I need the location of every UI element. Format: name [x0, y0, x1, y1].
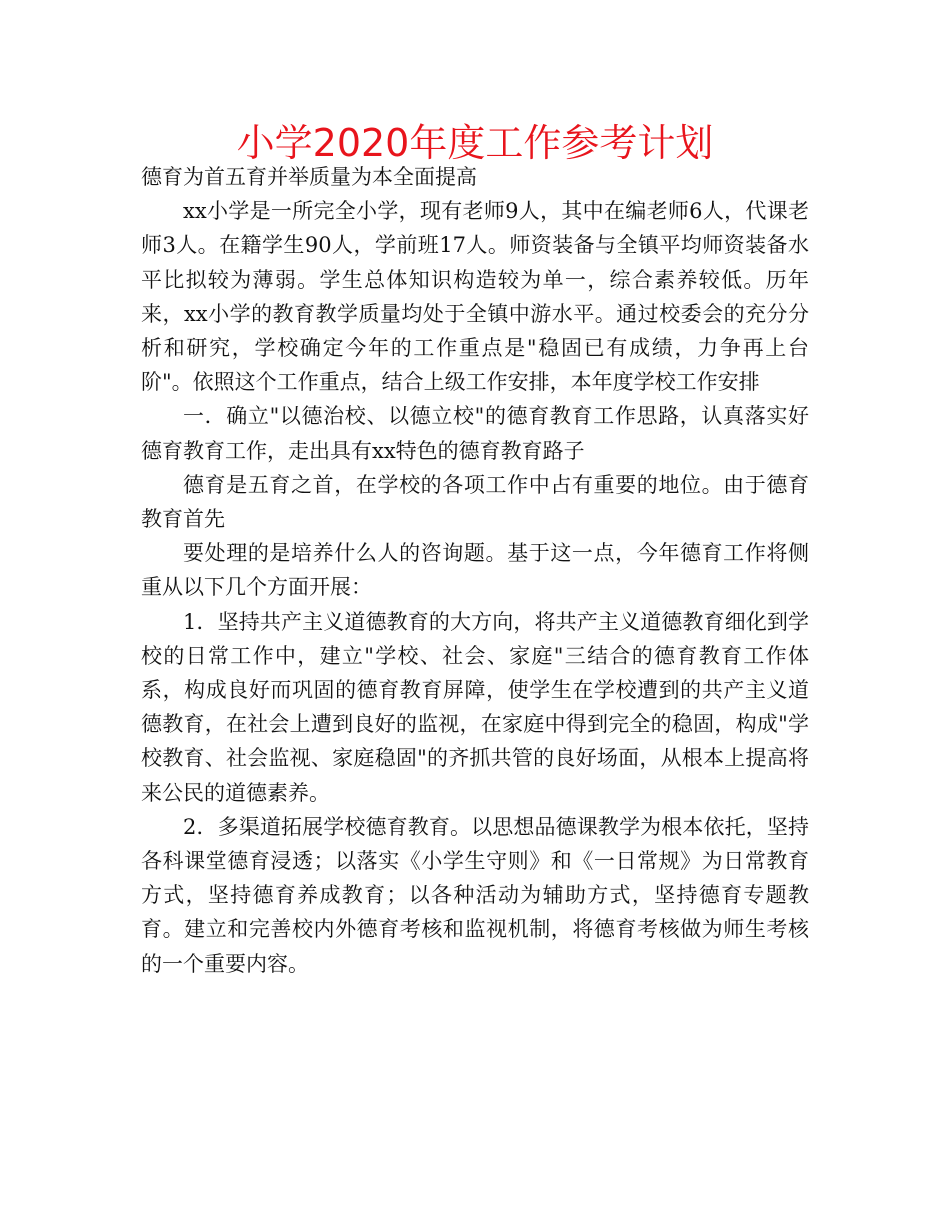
list-item-2-paragraph: 2．多渠道拓展学校德育教育。以思想品德课教学为根本依托，坚持各科课堂德育浸透；以落实《小学生守则》和《一日常规》为日常教育方式，坚持德育养成教育；以各种活动为辅助方式，坚持德育专题教育。建立和完善校内外德育考核和监视机制，将德育考核做为师生考核的一个重要内容。	[141, 814, 809, 976]
subtitle-paragraph: 德育为首五育并举质量为本全面提高	[141, 165, 477, 189]
moral-education-intro-paragraph: 德育是五育之首，在学校的各项工作中占有重要的地位。由于德育教育首先	[141, 472, 809, 532]
list-item-1-paragraph: 1．坚持共产主义道德教育的大方向，将共产主义道德教育细化到学校的日常工作中，建立"学校、社会、家庭"三结合的德育教育工作体系，构成良好而巩固的德育教育屏障，使学生在学校遭到的共产主义道德教育，在社会上遭到良好的监视，在家庭中得到完全的稳固，构成"学校教育、社会监视、家庭稳固"的齐抓共管的良好场面，从根本上提高将来公民的道德素养。	[141, 609, 809, 805]
document-title: 小学2020年度工作参考计划	[236, 121, 714, 165]
school-overview-paragraph: xx小学是一所完全小学，现有老师9人，其中在编老师6人，代课老师3人。在籍学生90人，学前班17人。师资装备与全镇平均师资装备水平比拟较为薄弱。学生总体知识构造较为单一，综合素养较低。历年来，xx小学的教育教学质量均处于全镇中游水平。通过校委会的充分分析和研究，学校确定今年的工作重点是"稳固已有成绩，力争再上台阶"。依照这个工作重点，结合上级工作安排，本年度学校工作安排	[141, 199, 809, 395]
section-heading-paragraph: 一．确立"以德治校、以德立校"的德育教育工作思路，认真落实好德育教育工作，走出具有xx特色的德育教育路子	[141, 404, 809, 463]
moral-education-focus-paragraph: 要处理的是培养什么人的咨询题。基于这一点，今年德育工作将侧重从以下几个方面开展：	[141, 541, 809, 600]
document-body	[141, 160, 809, 981]
